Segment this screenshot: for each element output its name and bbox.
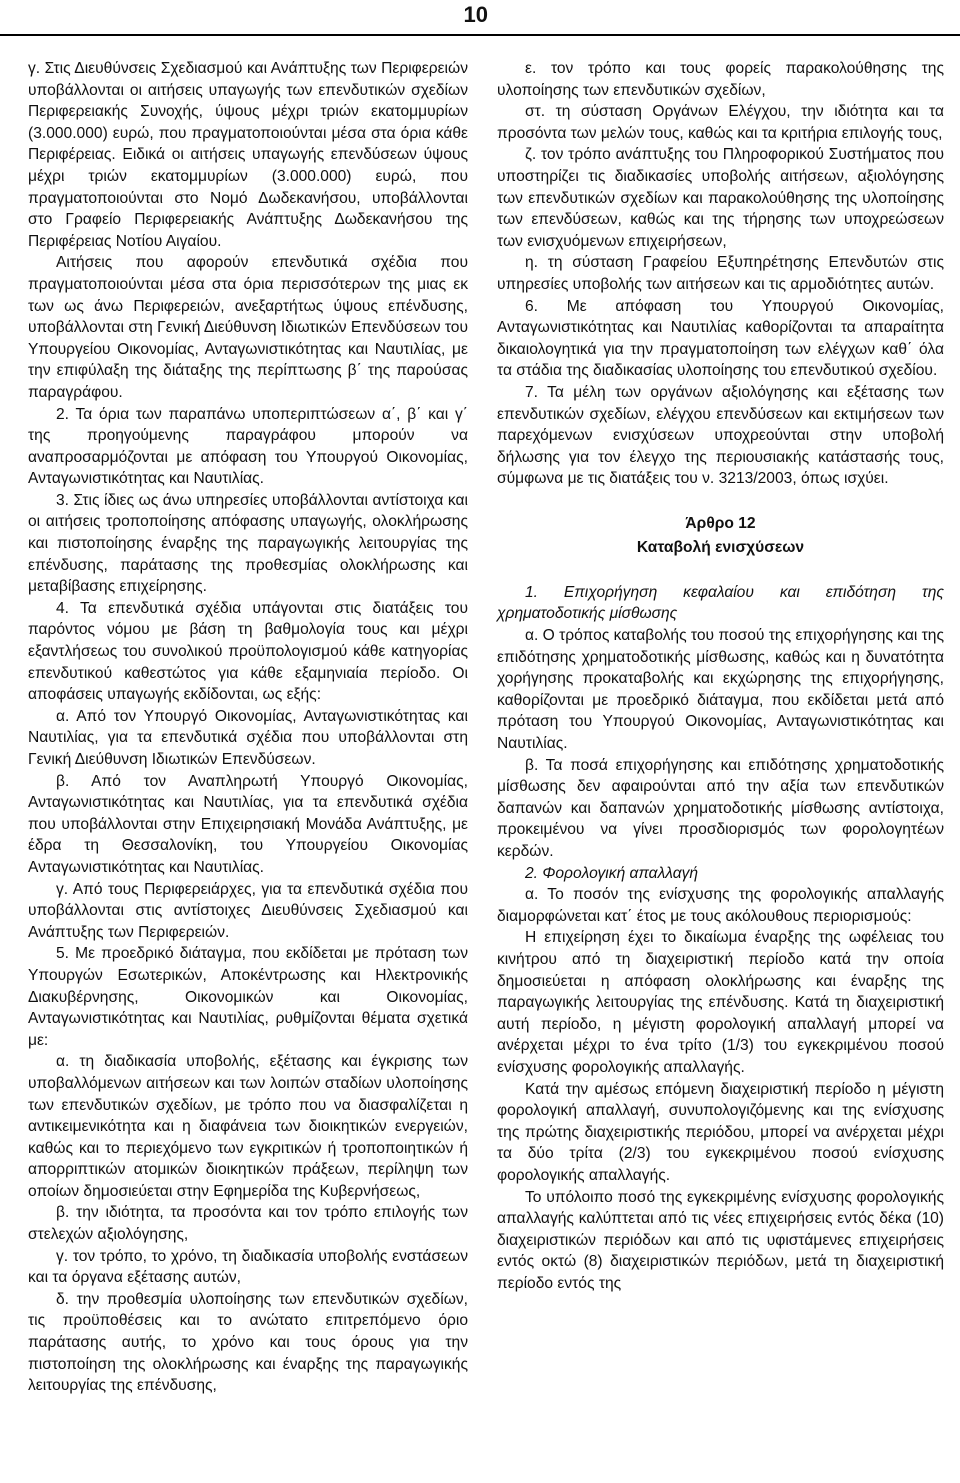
paragraph: στ. τη σύσταση Οργάνων Ελέγχου, την ιδιότητα και τα προσόντα των μελών τους, καθώς και τα κριτήρια επιλογής τους, bbox=[497, 103, 944, 142]
paragraph: δ. την προθεσμία υλοποίησης των επενδυτικών σχεδίων, τις προϋποθέσεις και το ανώτατο επιτρεπόμενο όριο παράτασης αυτής, το χρόνο και τους όρους για την πιστοποίηση της ολοκλήρωσης και έναρξης της παραγωγικής λειτουργίας της επένδυσης, bbox=[28, 1290, 468, 1395]
paragraph: γ. Από τους Περιφερειάρχες, για τα επενδυτικά σχέδια που υποβάλλονται στις αντίστοιχες Διευθύνσεις Σχεδιασμού και Ανάπτυξης των Περιφερειών. bbox=[28, 880, 468, 941]
paragraph: ζ. τον τρόπο ανάπτυξης του Πληροφορικού Συστήματος που υποστηρίζει τις διαδικασίες υποβολής αιτήσεων, αξιολόγησης των επενδυτικών σχεδίων και παρακολούθησης της υλοποίησης των επενδύσεων, καθώς και της τήρησης των υποχρεώσεων των ενισχυόμενων επιχειρήσεων, bbox=[497, 146, 944, 250]
section-heading: 1. Επιχορήγηση κεφαλαίου και επιδότηση της χρηματοδοτικής μίσθωσης bbox=[497, 583, 944, 623]
paragraph: 7. Τα μέλη των οργάνων αξιολόγησης και εξέτασης των επενδυτικών σχεδίων, ελέγχου επενδύσεων και εκτιμήσεων των παρεχόμενων ενισχύσεων υποχρεούνται στην υποβολή δήλωσης για τον έλεγχο της περιουσιακής κατάστασής τους, σύμφωνα με τις διατάξεις του ν. 3213/2003, όπως ισχύει. bbox=[497, 383, 944, 488]
section-heading: 2. Φορολογική απαλλαγή bbox=[525, 864, 699, 882]
paragraph: ε. τον τρόπο και τους φορείς παρακολούθησης της υλοποίησης των επενδυτικών σχεδίων, bbox=[497, 60, 944, 99]
article-number: Άρθρο 12 bbox=[685, 514, 756, 532]
paragraph: η. τη σύσταση Γραφείου Εξυπηρέτησης Επενδυτών στις υπηρεσίες υποβολής των αιτήσεων και τις αρμοδιότητες αυτών. bbox=[497, 254, 944, 293]
paragraph: 2. Τα όρια των παραπάνω υποπεριπτώσεων α΄, β΄ και γ΄ της προηγούμενης παραγράφου μπορούν να αναπροσαρμόζονται με απόφαση του Υπουργού Οικονομίας, Ανταγωνιστικότητας και Ναυτιλίας. bbox=[28, 405, 468, 488]
paragraph: β. Από τον Αναπληρωτή Υπουργό Οικονομίας, Ανταγωνιστικότητας και Ναυτιλίας, για τα επενδυτικά σχέδια που υποβάλλονται στην Επιχειρησιακή Μονάδα Ανάπτυξης, με έδρα τη Θεσσαλονίκη, του Υπουργείου Οικονομίας Ανταγωνιστικότητας και Ναυτιλίας. bbox=[28, 772, 468, 876]
paragraph: Η επιχείρηση έχει το δικαίωμα έναρξης της ωφέλειας του κινήτρου από τη διαχειριστική περίοδο κατά την οποία δημοσιεύεται η απόφαση ολοκλήρωσης και έναρξης της παραγωγικής λειτουργίας της επένδυσης. Κατά τη διαχειριστική αυτή περίοδο, η μέγιστη φορολογική απαλλαγή μπορεί να ανέρχεται μέχρι το ένα τρίτο (1/3) του εγκεκριμένου ποσού ενίσχυσης φορολογικής απαλλαγής. bbox=[497, 929, 944, 1076]
paragraph: Το υπόλοιπο ποσό της εγκεκριμένης ενίσχυσης φορολογικής απαλλαγής καλύπτεται από τις νέες επιχειρήσεις εντός δέκα (10) διαχειριστικών περιόδων και από τις υφιστάμενες επιχειρήσεις εντός οκτώ (8) διαχειριστικών περιόδων, μετά τη διαχειριστική περίοδο εντός της bbox=[497, 1188, 944, 1292]
paragraph: 5. Με προεδρικό διάταγμα, που εκδίδεται με πρόταση των Υπουργών Εσωτερικών, Αποκέντρωσης και Ηλεκτρονικής Διακυβέρνησης, Οικονομικών και Οικονομίας, Ανταγωνιστικότητας και Ναυτιλίας, ρυθμίζονται θέματα σχετικά με: bbox=[28, 945, 468, 1049]
right-column bbox=[497, 58, 944, 1294]
paragraph: 6. Με απόφαση του Υπουργού Οικονομίας, Ανταγωνιστικότητας και Ναυτιλίας καθορίζονται τα απαραίτητα δικαιολογητικά για την πραγματοποίηση των ελέγχων καθ΄ όλα τα στάδια της διαδικασίας υλοποίησης του επενδυτικού σχεδίου. bbox=[497, 297, 944, 380]
paragraph: γ. τον τρόπο, το χρόνο, τη διαδικασία υποβολής ενστάσεων και τα όργανα εξέτασης αυτών, bbox=[28, 1247, 468, 1287]
page-header bbox=[0, 0, 960, 36]
spacer bbox=[497, 560, 944, 582]
paragraph: 4. Τα επενδυτικά σχέδια υπάγονται στις διατάξεις του παρόντος νόμου με βάση τη βαθμολογία τους και μέχρι εξαντλήσεως του συνολικού προϋπολογισμού κάθε κατηγορίας επενδυτικού καθεστώτος για κάθε εξαμηνιαία περίοδο. Οι αποφάσεις υπαγωγής εκδίδονται, ως εξής: bbox=[28, 599, 468, 704]
article-title: Καταβολή ενισχύσεων bbox=[636, 538, 805, 556]
paragraph: α. Ο τρόπος καταβολής του ποσού της επιχορήγησης και της επιδότησης χρηματοδοτικής μίσθωσης, καθώς και η δυνατότητα χορήγησης προκαταβολής και εκχώρησης της επιχορήγησης, καθορίζονται με προεδρικό διάταγμα, που εκδίδεται μετά από πρόταση του Υπουργού Οικονομίας, Ανταγωνιστικότητας και Ναυτιλίας. bbox=[497, 627, 944, 753]
paragraph: Κατά την αμέσως επόμενη διαχειριστική περίοδο η μέγιστη φορολογική απαλλαγή, συνυπολογιζόμενης και της ενίσχυσης της πρώτης διαχειριστικής περιόδου, μπορεί να ανέρχεται μέχρι τα δύο τρίτα (2/3) του εγκεκριμένου ποσού ενίσχυσης φορολογικής απαλλαγής. bbox=[497, 1080, 944, 1184]
article-heading bbox=[497, 512, 944, 560]
paragraph: α. Από τον Υπουργό Οικονομίας, Ανταγωνιστικότητας και Ναυτιλίας, για τα επενδυτικά σχέδια που υποβάλλονται στη Γενική Διεύθυνση Ιδιωτικών Επενδύσεων. bbox=[28, 707, 468, 768]
paragraph: β. Τα ποσά επιχορήγησης και επιδότησης χρηματοδοτικής μίσθωσης δεν αφαιρούνται από την αξία των επενδυτικών δαπανών και δαπανών χρηματοδοτικής μίσθωσης αντίστοιχα, προκειμένου να γίνει προσδιορισμός των φορολογητέων κερδών. bbox=[497, 756, 944, 860]
paragraph: α. Το ποσόν της ενίσχυσης της φορολογικής απαλλαγής διαμορφώνεται κατ΄ έτος με τους ακόλουθους περιορισμούς: bbox=[497, 886, 944, 925]
left-column bbox=[28, 58, 468, 1397]
page-number: 10 bbox=[463, 2, 488, 27]
paragraph: 3. Στις ίδιες ως άνω υπηρεσίες υποβάλλονται αντίστοιχα και οι αιτήσεις τροποποίησης απόφασης υπαγωγής, ολοκλήρωσης και πιστοποίησης έναρξης της παραγωγικής λειτουργίας της επένδυσης, παράτασης της προθεσμίας ολοκλήρωσης και μεταβίβασης επιχείρησης. bbox=[28, 491, 468, 596]
paragraph: α. τη διαδικασία υποβολής, εξέτασης και έγκρισης των υποβαλλόμενων αιτήσεων και των λοιπών σταδίων υλοποίησης των επενδυτικών σχεδίων, με τρόπο που να διασφαλίζεται η αντικειμενικότητα και η διαφάνεια των διοικητικών ενεργειών, καθώς και το περιεχόμενο των εγκριτικών ή τροποποιητικών ή απορριπτικών ατομικών διοικητικών πράξεων, περίληψη των οποίων δημοσιεύεται στην Εφημερίδα της Κυβερνήσεως, bbox=[28, 1053, 468, 1200]
paragraph: β. την ιδιότητα, τα προσόντα και τον τρόπο επιλογής των στελεχών αξιολόγησης, bbox=[28, 1204, 468, 1244]
paragraph: γ. Στις Διευθύνσεις Σχεδιασμού και Ανάπτυξης των Περιφερειών υποβάλλονται οι αιτήσεις υπαγωγής των επενδυτικών σχεδίων Περιφερειακής Συνοχής, ύψους μέχρι τριών εκατομμυρίων (3.000.000) ευρώ, που πραγματοποιούνται μέσα στα όρια κάθε Περιφέρειας. Ειδικά οι αιτήσεις υπαγωγής επενδύσεων ύψους μέχρι τριών εκατομμυρίων (3.000.000) ευρώ, που πραγματοποιούνται στο Νομό Δωδεκανήσου, υποβάλλονται στο Γραφείο Περιφερειακής Ανάπτυξης Δωδεκανήσου της Περιφέρειας Νοτίου Αιγαίου. bbox=[28, 60, 468, 250]
paragraph: Αιτήσεις που αφορούν επενδυτικά σχέδια που πραγματοποιούνται μέσα στα όρια περισσότερων της μιας εκ των ως άνω Περιφερειών, ανεξαρτήτως ύψους επένδυσης, υποβάλλονται στη Γενική Διεύθυνση Ιδιωτικών Επενδύσεων του Υπουργείου Οικονομίας, Ανταγωνιστικότητας και Ναυτιλίας, με την επιφύλαξη της διάταξης της περίπτωσης β΄ της παρούσας παραγράφου. bbox=[28, 254, 468, 401]
